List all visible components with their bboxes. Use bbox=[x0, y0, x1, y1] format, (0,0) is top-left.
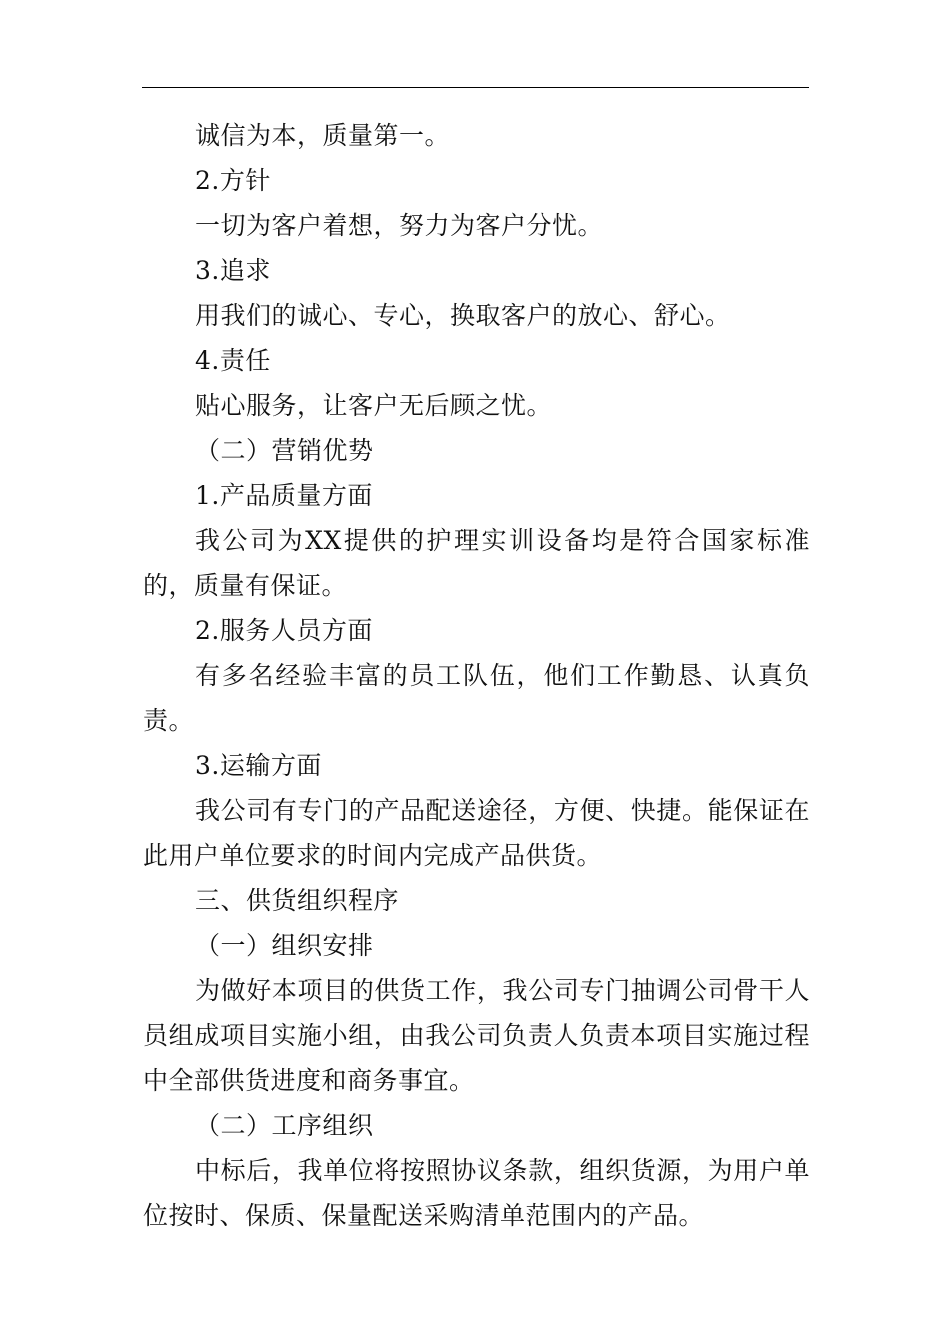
paragraph: 一切为客户着想，努力为客户分忧。 bbox=[195, 211, 604, 240]
paragraph: 用我们的诚心、专心，换取客户的放心、舒心。 bbox=[195, 301, 731, 330]
heading-marketing-advantages: （二）营销优势 bbox=[195, 436, 374, 465]
heading-product-quality: 1.产品质量方面 bbox=[195, 481, 373, 510]
header-rule bbox=[142, 87, 809, 88]
heading-supply-procedure: 三、供货组织程序 bbox=[195, 886, 400, 915]
heading-service-staff: 2.服务人员方面 bbox=[195, 616, 373, 645]
paragraph: 中标后，我单位将按照协议条款，组织货源，为用户单位按时、保质、保量配送采购清单范围内的产品。 bbox=[143, 1156, 810, 1230]
heading-responsibility: 4.责任 bbox=[195, 346, 271, 375]
heading-policy: 2.方针 bbox=[195, 166, 271, 195]
paragraph: 我公司有专门的产品配送途径，方便、快捷。能保证在此用户单位要求的时间内完成产品供货。 bbox=[143, 796, 810, 870]
paragraph: 有多名经验丰富的员工队伍，他们工作勤恳、认真负责。 bbox=[143, 661, 810, 735]
heading-transport: 3.运输方面 bbox=[195, 751, 322, 780]
heading-organization: （一）组织安排 bbox=[195, 931, 374, 960]
paragraph: 诚信为本，质量第一。 bbox=[195, 121, 451, 150]
paragraph: 为做好本项目的供货工作，我公司专门抽调公司骨干人员组成项目实施小组，由我公司负责人负责本项目实施过程中全部供货进度和商务事宜。 bbox=[143, 976, 810, 1095]
paragraph: 我公司为XX提供的护理实训设备均是符合国家标准的，质量有保证。 bbox=[143, 526, 810, 600]
paragraph: 贴心服务，让客户无后顾之忧。 bbox=[195, 391, 553, 420]
document-body bbox=[143, 113, 810, 1238]
heading-pursuit: 3.追求 bbox=[195, 256, 271, 285]
heading-process-organization: （二）工序组织 bbox=[195, 1111, 374, 1140]
